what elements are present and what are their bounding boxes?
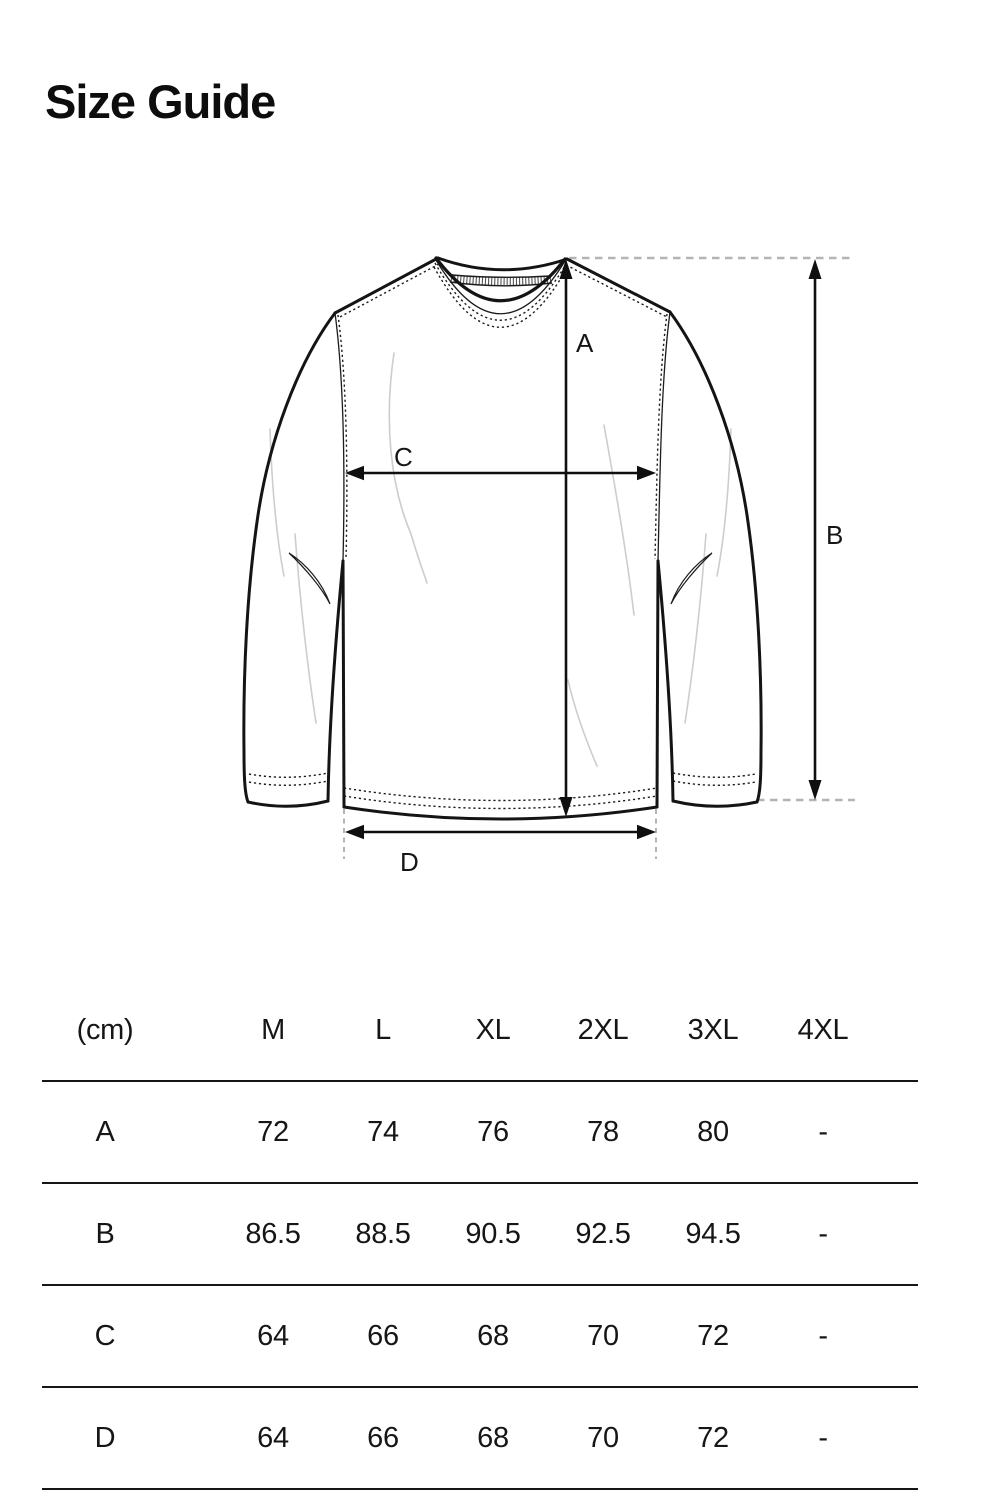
size-cell: 86.5 <box>245 1217 301 1250</box>
col-header-2xl: 2XL <box>577 1013 629 1046</box>
table-row-d <box>42 1388 918 1490</box>
size-table <box>42 980 918 1490</box>
size-cell: 78 <box>587 1115 619 1148</box>
row-label: C <box>94 1319 116 1352</box>
size-cell: 74 <box>367 1115 399 1148</box>
label-a: A <box>576 328 594 358</box>
col-header-4xl: 4XL <box>797 1013 849 1046</box>
table-header-row <box>42 980 918 1082</box>
size-cell: 90.5 <box>465 1217 521 1250</box>
label-c: C <box>394 442 413 472</box>
table-row-a <box>42 1082 918 1184</box>
row-label: D <box>94 1421 116 1454</box>
measure-arrow-b <box>809 259 822 800</box>
size-cell: 64 <box>257 1319 289 1352</box>
size-cell: 88.5 <box>355 1217 411 1250</box>
size-cell: - <box>818 1115 828 1148</box>
size-cell: 72 <box>257 1115 289 1148</box>
size-diagram <box>0 230 1000 910</box>
measure-arrow-d <box>345 825 656 839</box>
row-label: B <box>95 1217 115 1250</box>
size-cell: 66 <box>367 1319 399 1352</box>
row-label: A <box>95 1115 115 1148</box>
size-cell: 72 <box>697 1421 729 1454</box>
size-cell: 70 <box>587 1421 619 1454</box>
size-cell: - <box>818 1319 828 1352</box>
size-cell: 80 <box>697 1115 729 1148</box>
label-d: D <box>400 847 419 877</box>
size-cell: 70 <box>587 1319 619 1352</box>
size-cell: - <box>818 1217 828 1250</box>
shirt-diagram-svg <box>0 230 1000 910</box>
size-cell: 64 <box>257 1421 289 1454</box>
size-cell: 72 <box>697 1319 729 1352</box>
size-cell: 94.5 <box>685 1217 741 1250</box>
col-header-xl: XL <box>475 1013 511 1046</box>
size-cell: 76 <box>477 1115 509 1148</box>
table-row-b <box>42 1184 918 1286</box>
size-cell: 92.5 <box>575 1217 631 1250</box>
shirt-fill <box>244 258 761 819</box>
size-cell: 66 <box>367 1421 399 1454</box>
size-cell: 68 <box>477 1421 509 1454</box>
size-cell: 68 <box>477 1319 509 1352</box>
page-title: Size Guide <box>45 75 276 128</box>
label-b: B <box>826 520 844 550</box>
unit-header: (cm) <box>76 1013 134 1046</box>
size-cell: - <box>818 1421 828 1454</box>
col-header-l: L <box>375 1013 391 1046</box>
col-header-m: M <box>261 1013 285 1046</box>
table-row-c <box>42 1286 918 1388</box>
col-header-3xl: 3XL <box>687 1013 739 1046</box>
